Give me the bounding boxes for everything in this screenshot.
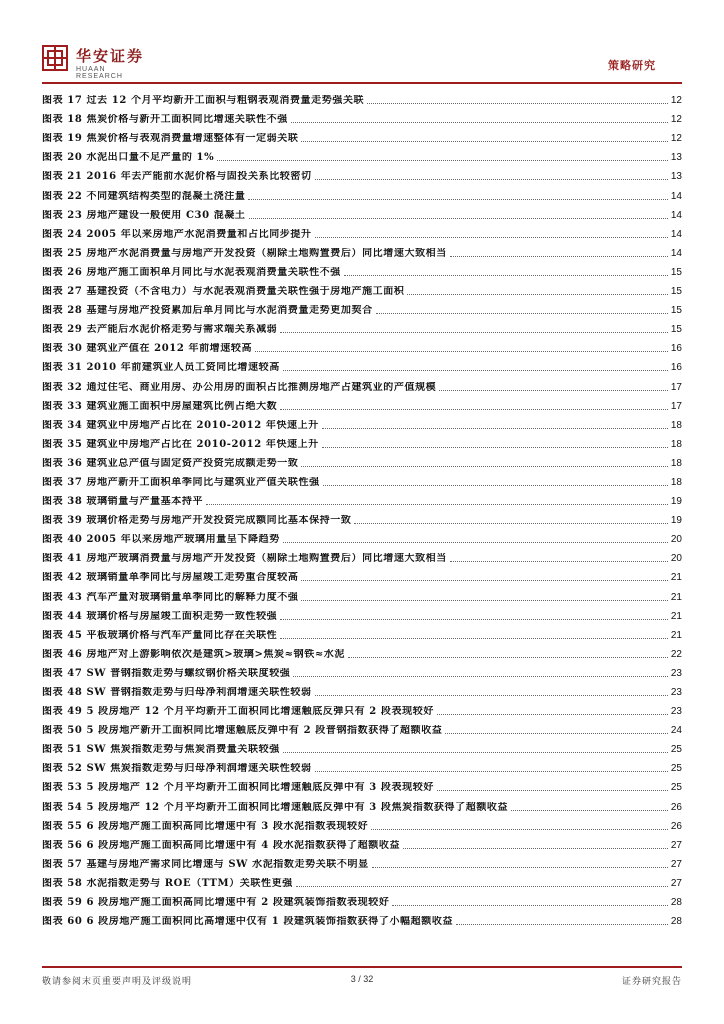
toc-entry-page[interactable]: 24 — [670, 725, 682, 737]
toc-entry[interactable] — [42, 489, 682, 508]
toc-entry-title[interactable]: 图表 38 玻璃销量与产量基本持平 — [42, 496, 204, 508]
toc-entry-title[interactable]: 图表 37 房地产新开工面积单季同比与建筑业产值关联性强 — [42, 476, 320, 488]
toc-entry-title[interactable]: 图表 47 SW 普钢指数走势与螺纹钢价格关联度较强 — [42, 667, 291, 679]
toc-entry-page[interactable]: 27 — [670, 839, 682, 851]
toc-dot-leader — [280, 638, 668, 639]
toc-entry-title[interactable]: 图表 42 玻璃销量单季同比与房屋竣工走势重合度较高 — [42, 572, 299, 584]
report-type: 证券研究报告 — [621, 977, 682, 987]
toc-entry[interactable] — [42, 852, 682, 871]
toc-entry-title[interactable]: 图表 27 基建投资（不含电力）与水泥表观消费量关联性强于房地产施工面积 — [42, 286, 405, 298]
page-header — [0, 0, 724, 88]
toc-entry[interactable] — [42, 699, 682, 718]
toc-dot-leader — [450, 256, 668, 257]
toc-entry-title[interactable]: 图表 31 2010 年前建筑业人员工资同比增速较高 — [42, 362, 280, 374]
toc-entry-page[interactable]: 21 — [670, 629, 682, 641]
toc-dot-leader — [323, 485, 668, 486]
toc-entry[interactable] — [42, 737, 682, 756]
toc-dot-leader — [322, 447, 668, 448]
toc-dot-leader — [301, 466, 667, 467]
toc-entry[interactable] — [42, 183, 682, 202]
toc-entry-title[interactable]: 图表 44 玻璃价格与房屋竣工面积走势一致性较强 — [42, 610, 278, 622]
toc-entry[interactable] — [42, 470, 682, 489]
report-category: 策略研究 — [608, 59, 656, 72]
toc-dot-leader — [301, 600, 667, 601]
toc-entry-title[interactable]: 图表 50 5 段房地产新开工面积同比增速触底反弹中有 2 段普钢指数获得了超额收益 — [42, 725, 443, 737]
toc-entry-title[interactable]: 图表 33 建筑业施工面积中房屋建筑比例占绝大数 — [42, 400, 278, 412]
logo-seal-icon — [42, 45, 68, 71]
toc-entry-title[interactable]: 图表 23 房地产建设一般使用 C30 混凝土 — [42, 209, 246, 221]
toc-entry-page[interactable]: 25 — [670, 763, 682, 775]
toc-dot-leader — [280, 619, 668, 620]
toc-entry[interactable] — [42, 298, 682, 317]
toc-entry[interactable] — [42, 642, 682, 661]
footer-divider — [42, 966, 682, 968]
toc-entry[interactable] — [42, 145, 682, 164]
toc-entry-page[interactable]: 14 — [670, 190, 682, 202]
toc-entry-page[interactable]: 12 — [670, 114, 682, 126]
toc-entry-title[interactable]: 图表 18 焦炭价格与新开工面积同比增速关联性不强 — [42, 114, 288, 126]
toc-entry[interactable] — [42, 565, 682, 584]
toc-entry[interactable] — [42, 260, 682, 279]
toc-dot-leader — [283, 752, 668, 753]
toc-dot-leader — [344, 275, 668, 276]
toc-entry[interactable] — [42, 794, 682, 813]
toc-entry[interactable] — [42, 718, 682, 737]
toc-entry-page[interactable]: 12 — [670, 95, 682, 107]
toc-entry-title[interactable]: 图表 25 房地产水泥消费量与房地产开发投资（剔除土地购置费后）同比增速大致相当 — [42, 247, 447, 259]
toc-entry-title[interactable]: 图表 24 2005 年以来房地产水泥消费量和占比同步提升 — [42, 228, 312, 240]
toc-entry-page[interactable]: 25 — [670, 744, 682, 756]
toc-dot-leader — [456, 924, 668, 925]
toc-entry[interactable] — [42, 451, 682, 470]
toc-entry-title[interactable]: 图表 48 SW 普钢指数走势与归母净利润增速关联性较弱 — [42, 687, 312, 698]
toc-dot-leader — [371, 829, 668, 830]
toc-entry-page[interactable]: 23 — [670, 687, 682, 698]
toc-dot-leader — [217, 160, 668, 161]
header-divider — [42, 82, 682, 84]
toc-dot-leader — [403, 848, 668, 849]
toc-entry-page[interactable]: 20 — [670, 534, 682, 546]
toc-entry-page[interactable]: 27 — [670, 877, 682, 889]
toc-entry[interactable] — [42, 661, 682, 680]
toc-entry[interactable] — [42, 241, 682, 260]
toc-entry[interactable] — [42, 432, 682, 451]
toc-entry-title[interactable]: 图表 41 房地产玻璃消费量与房地产开发投资（剔除土地购置费后）同比增速大致相当 — [42, 553, 447, 565]
toc-dot-leader — [511, 810, 668, 811]
toc-entry[interactable] — [42, 374, 682, 393]
toc-entry-title[interactable]: 图表 54 5 段房地产 12 个月平均新开工面积同比增速触底反弹中有 3 段焦炭指数获得了超额收益 — [42, 801, 509, 813]
toc-entry-page[interactable]: 15 — [670, 286, 682, 298]
toc-dot-leader — [322, 428, 668, 429]
toc-dot-leader — [315, 237, 668, 238]
toc-dot-leader — [283, 542, 668, 543]
toc-entry-title[interactable]: 图表 43 汽车产量对玻璃销量单季同比的解释力度不强 — [42, 591, 299, 603]
toc-entry-title[interactable]: 图表 59 6 段房地产施工面积高同比增速中有 2 段建筑装饰指数表现较好 — [42, 897, 390, 909]
toc-entry-title[interactable]: 图表 34 建筑业中房地产占比在 2010-2012 年快速上升 — [42, 419, 319, 431]
toc-entry-page[interactable]: 14 — [670, 247, 682, 259]
toc-entry-title[interactable]: 图表 53 5 段房地产 12 个月平均新开工面积同比增速触底反弹中有 3 段表现较好 — [42, 782, 434, 794]
toc-dot-leader — [280, 409, 668, 410]
toc-entry-title[interactable]: 图表 55 6 段房地产施工面积高同比增速中有 3 段水泥指数表现较好 — [42, 820, 369, 832]
toc-entry-page[interactable]: 18 — [670, 457, 682, 469]
toc-entry-title[interactable]: 图表 19 焦炭价格与表观消费量增速整体有一定弱关联 — [42, 133, 299, 145]
toc-entry-title[interactable]: 图表 45 平板玻璃价格与汽车产量同比存在关联性 — [42, 629, 278, 641]
toc-entry-title[interactable]: 图表 57 基建与房地产需求同比增速与 SW 水泥指数走势关联不明显 — [42, 858, 369, 870]
toc-entry[interactable] — [42, 164, 682, 183]
toc-entry[interactable] — [42, 909, 682, 928]
toc-entry-title[interactable]: 图表 49 5 段房地产 12 个月平均新开工面积同比增速触底反弹只有 2 段表现较好 — [42, 706, 434, 718]
toc-entry[interactable] — [42, 413, 682, 432]
toc-dot-leader — [354, 523, 667, 524]
toc-entry-page[interactable]: 28 — [670, 897, 682, 909]
toc-dot-leader — [301, 141, 667, 142]
toc-entry-title[interactable]: 图表 36 建筑业总产值与固定资产投资完成额走势一致 — [42, 457, 299, 469]
toc-dot-leader — [437, 790, 668, 791]
toc-entry-page[interactable]: 15 — [670, 324, 682, 336]
toc-entry-title[interactable]: 图表 40 2005 年以来房地产玻璃用量呈下降趋势 — [42, 534, 280, 546]
toc-dot-leader — [376, 313, 668, 314]
toc-entry-page[interactable]: 22 — [670, 648, 682, 660]
toc-entry[interactable] — [42, 546, 682, 565]
toc-dot-leader — [293, 676, 667, 677]
toc-entry-page[interactable]: 23 — [670, 706, 682, 718]
toc-entry-title[interactable]: 图表 29 去产能后水泥价格走势与需求端关系减弱 — [42, 324, 278, 336]
toc-entry-title[interactable]: 图表 56 6 段房地产施工面积高同比增速中有 4 段水泥指数获得了超额收益 — [42, 839, 401, 851]
toc-entry[interactable] — [42, 126, 682, 145]
toc-entry-page[interactable]: 13 — [670, 152, 682, 164]
toc-entry[interactable] — [42, 584, 682, 603]
toc-dot-leader — [348, 657, 668, 658]
toc-entry[interactable] — [42, 871, 682, 890]
toc-entry-title[interactable]: 图表 51 SW 焦炭指数走势与焦炭消费量关联较强 — [42, 744, 280, 756]
figure-index-list — [42, 88, 682, 928]
toc-entry-page[interactable]: 26 — [670, 820, 682, 832]
toc-dot-leader — [407, 294, 667, 295]
disclaimer-note: 敬请参阅末页重要声明及评级说明 — [42, 977, 193, 987]
page-footer — [42, 974, 682, 988]
toc-entry-page[interactable]: 19 — [670, 515, 682, 527]
page-number: 3 / 32 — [350, 974, 374, 984]
toc-dot-leader — [450, 561, 668, 562]
toc-entry-title[interactable]: 图表 22 不同建筑结构类型的混凝土浇注量 — [42, 190, 246, 202]
toc-entry-title[interactable]: 图表 35 建筑业中房地产占比在 2010-2012 年快速上升 — [42, 438, 319, 450]
toc-entry-page[interactable]: 18 — [670, 476, 682, 488]
toc-entry-page[interactable]: 16 — [670, 343, 682, 355]
toc-entry[interactable] — [42, 222, 682, 241]
toc-entry-title[interactable]: 图表 30 建筑业产值在 2012 年前增速较高 — [42, 343, 253, 355]
toc-dot-leader — [437, 714, 668, 715]
toc-dot-leader — [439, 390, 668, 391]
toc-dot-leader — [315, 771, 668, 772]
toc-entry-page[interactable]: 14 — [670, 228, 682, 240]
toc-entry-page[interactable]: 28 — [670, 916, 682, 928]
toc-entry-page[interactable]: 26 — [670, 801, 682, 813]
toc-entry[interactable] — [42, 890, 682, 909]
toc-entry[interactable] — [42, 355, 682, 374]
toc-entry-page[interactable]: 12 — [670, 133, 682, 145]
logo-text-cn: 华安证券 — [76, 47, 145, 65]
toc-entry-page[interactable]: 20 — [670, 553, 682, 565]
toc-entry-page[interactable]: 17 — [670, 400, 682, 412]
logo-text-en: HUAAN RESEARCH — [76, 66, 123, 80]
toc-entry[interactable] — [42, 88, 682, 107]
toc-entry-page[interactable]: 16 — [670, 362, 682, 374]
toc-dot-leader — [315, 695, 668, 696]
toc-entry[interactable] — [42, 279, 682, 298]
toc-dot-leader — [248, 199, 667, 200]
toc-entry[interactable] — [42, 336, 682, 355]
toc-dot-leader — [206, 504, 668, 505]
toc-entry-title[interactable]: 图表 52 SW 焦炭指数走势与归母净利润增速关联性较弱 — [42, 763, 312, 775]
toc-entry-page[interactable]: 21 — [670, 610, 682, 622]
toc-entry[interactable] — [42, 680, 682, 699]
toc-entry[interactable] — [42, 814, 682, 833]
toc-entry-page[interactable]: 25 — [670, 782, 682, 794]
toc-entry-title[interactable]: 图表 20 水泥出口量不足产量的 1% — [42, 152, 215, 164]
toc-entry-title[interactable]: 图表 32 通过住宅、商业用房、办公用房的面积占比推测房地产占建筑业的产值规模 — [42, 381, 437, 393]
toc-entry-title[interactable]: 图表 17 过去 12 个月平均新开工面积与粗钢表观消费量走势强关联 — [42, 95, 365, 107]
toc-entry[interactable] — [42, 527, 682, 546]
toc-entry[interactable] — [42, 508, 682, 527]
toc-dot-leader — [291, 122, 668, 123]
toc-entry-page[interactable]: 13 — [670, 171, 682, 183]
toc-dot-leader — [367, 103, 668, 104]
toc-dot-leader — [315, 179, 668, 180]
toc-entry-title[interactable]: 图表 21 2016 年去产能前水泥价格与固投关系比较密切 — [42, 171, 312, 183]
toc-entry-page[interactable]: 21 — [670, 591, 682, 603]
toc-dot-leader — [392, 905, 667, 906]
toc-dot-leader — [296, 886, 668, 887]
toc-entry-page[interactable]: 15 — [670, 266, 682, 278]
toc-entry-page[interactable]: 17 — [670, 381, 682, 393]
toc-entry[interactable] — [42, 107, 682, 126]
toc-entry[interactable] — [42, 317, 682, 336]
toc-entry-title[interactable]: 图表 58 水泥指数走势与 ROE（TTM）关联性更强 — [42, 877, 293, 889]
toc-entry-page[interactable]: 18 — [670, 419, 682, 431]
toc-dot-leader — [280, 332, 668, 333]
toc-entry-page[interactable]: 19 — [670, 496, 682, 508]
toc-dot-leader — [283, 370, 668, 371]
toc-entry[interactable] — [42, 623, 682, 642]
toc-entry[interactable] — [42, 775, 682, 794]
toc-entry[interactable] — [42, 394, 682, 413]
toc-entry-title[interactable]: 图表 39 玻璃价格走势与房地产开发投资完成额同比基本保持一致 — [42, 515, 352, 527]
toc-entry-page[interactable]: 23 — [670, 667, 682, 679]
toc-dot-leader — [249, 218, 668, 219]
toc-entry-page[interactable]: 18 — [670, 438, 682, 450]
toc-entry[interactable] — [42, 756, 682, 775]
toc-entry-page[interactable]: 27 — [670, 858, 682, 870]
toc-entry-title[interactable]: 图表 60 6 段房地产施工面积同比高增速中仅有 1 段建筑装饰指数获得了小幅超额收益 — [42, 916, 454, 928]
toc-dot-leader — [372, 867, 668, 868]
toc-entry-page[interactable]: 14 — [670, 209, 682, 221]
toc-entry[interactable] — [42, 203, 682, 222]
toc-entry-page[interactable]: 21 — [670, 572, 682, 584]
toc-entry[interactable] — [42, 604, 682, 623]
toc-dot-leader — [255, 351, 668, 352]
toc-dot-leader — [445, 733, 667, 734]
company-logo — [42, 45, 152, 85]
toc-entry-page[interactable]: 15 — [670, 305, 682, 317]
toc-entry-title[interactable]: 图表 28 基建与房地产投资累加后单月同比与水泥消费量走势更加契合 — [42, 305, 373, 317]
toc-entry-title[interactable]: 图表 46 房地产对上游影响依次是建筑>玻璃>焦炭≈钢铁≈水泥 — [42, 648, 345, 660]
toc-entry[interactable] — [42, 833, 682, 852]
toc-dot-leader — [301, 580, 667, 581]
toc-entry-title[interactable]: 图表 26 房地产施工面积单月同比与水泥表观消费量关联性不强 — [42, 266, 341, 278]
